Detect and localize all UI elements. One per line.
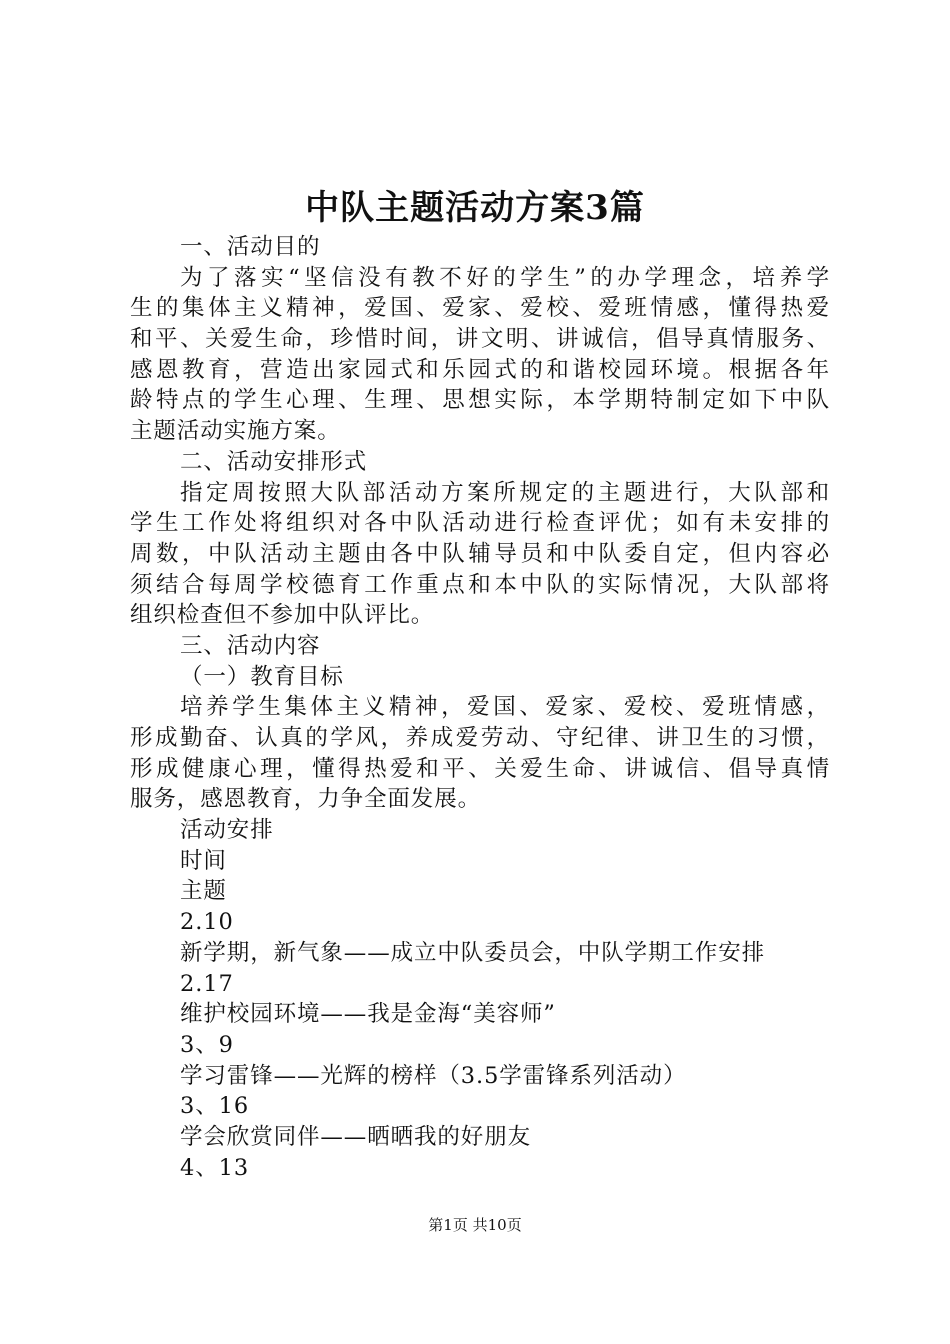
text-line: 学习雷锋——光辉的榜样（3.5学雷锋系列活动） [180,1062,687,1089]
text-line: 一、活动目的 [180,234,321,260]
text-line: 龄特点的学生心理、生理、思想实际，本学期特制定如下中队 [130,387,830,414]
text-line: 2.17 [180,970,234,997]
text-line: 形成勤奋、认真的学风，养成爱劳动、守纪律、讲卫生的习惯， [130,725,830,751]
text-line: （一）教育目标 [180,663,344,690]
text-line: 学会欣赏同伴——晒晒我的好朋友 [180,1123,532,1150]
text-line: 组织检查但不参加中队评比。 [130,602,435,629]
document-title: 中队主题活动方案3篇 [305,188,645,228]
text-line: 3、16 [180,1093,250,1120]
text-line: 指定周按照大队部活动方案所规定的主题进行，大队部和 [180,479,830,506]
text-line: 形成健康心理，懂得热爱和平、关爱生命、讲诚信、倡导真情 [130,755,830,782]
text-line: 培养学生集体主义精神，爱国、爱家、爱校、爱班情感， [180,694,830,721]
text-line: 和平、关爱生命，珍惜时间，讲文明、讲诚信，倡导真情服务、 [130,326,830,353]
text-line: 学生工作处将组织对各中队活动进行检查评优；如有未安排的 [130,510,830,537]
text-line: 服务，感恩教育，力争全面发展。 [130,786,482,813]
text-line: 生的集体主义精神，爱国、爱家、爱校、爱班情感，懂得热爱 [130,295,830,322]
text-line: 感恩教育，营造出家园式和乐园式的和谐校园环境。根据各年 [130,356,830,383]
text-line: 主题 [180,878,227,905]
text-line: 三、活动内容 [180,632,321,659]
text-line: 时间 [180,847,227,874]
text-line: 新学期，新气象——成立中队委员会，中队学期工作安排 [180,939,766,966]
page-footer: 第1页 共10页 [428,1216,522,1234]
text-line: 周数，中队活动主题由各中队辅导员和中队委自定，但内容必 [130,540,830,567]
text-line: 二、活动安排形式 [180,448,368,475]
text-line: 活动安排 [180,817,274,844]
document-body [130,232,830,1183]
text-line: 维护校园环境——我是金海“美容师” [180,1001,556,1028]
text-line: 为了落实“坚信没有教不好的学生”的办学理念，培养学 [180,264,830,291]
text-line: 2.10 [180,909,234,936]
text-line: 3、9 [180,1031,234,1058]
text-line: 主题活动实施方案。 [130,418,341,445]
text-line: 4、13 [180,1154,250,1181]
text-line: 须结合每周学校德育工作重点和本中队的实际情况，大队部将 [130,571,830,598]
